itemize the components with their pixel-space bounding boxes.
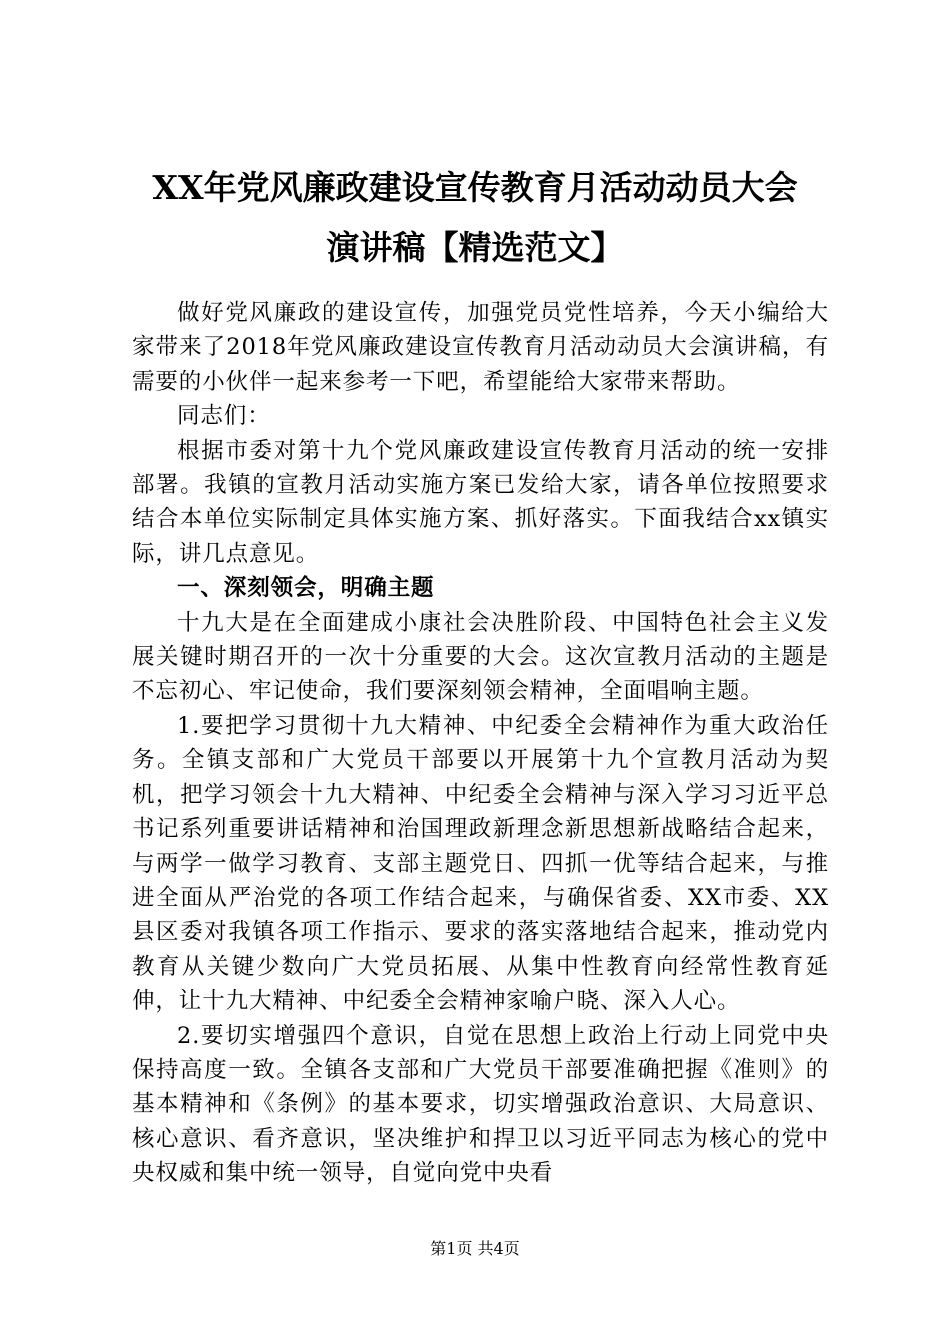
point-1-paragraph: 1.要把学习贯彻十九大精神、中纪委全会精神作为重大政治任务。全镇支部和广大党员干部要以开展第十九个宣教月活动为契机，把学习领会十九大精神、中纪委全会精神与深入学习习近平总书记系列重要讲话精神和治国理政新理念新思想新战略结合起来，与两学一做学习教育、支部主题党日、四抓一优等结合起来，与推进全面从严治党的各项工作结合起来，与确保省委、XX市委、XX县区委对我镇各项工作指示、要求的落实落地结合起来，推动党内教育从关键少数向广大党员拓展、从集中性教育向经常性教育延伸，让十九大精神、中纪委全会精神家喻户晓、深入人心。 xyxy=(132,712,829,1015)
title-line-2: 演讲稿【精选范文】 xyxy=(326,228,624,267)
salutation: 同志们： xyxy=(177,403,271,430)
document-title xyxy=(120,158,830,278)
section-1-paragraph: 十九大是在全面建成小康社会决胜阶段、中国特色社会主义发展关键时期召开的一次十分重要的大会。这次宣教月活动的主题是不忘初心、牢记使命，我们要深刻领会精神，全面唱响主题。 xyxy=(132,609,829,705)
page-number-footer: 第1页 共4页 xyxy=(430,1239,520,1258)
opening-paragraph: 根据市委对第十九个党风廉政建设宣传教育月活动的统一安排部署。我镇的宣教月活动实施方案已发给大家，请各单位按照要求结合本单位实际制定具体实施方案、抓好落实。下面我结合xx镇实际，讲几点意见。 xyxy=(132,437,829,567)
title-line-1: XX年党风廉政建设宣传教育月活动动员大会 xyxy=(152,168,798,207)
intro-paragraph: 做好党风廉政的建设宣传，加强党员党性培养，今天小编给大家带来了2018年党风廉政建设宣传教育月活动动员大会演讲稿，有需要的小伙伴一起来参考一下吧，希望能给大家带来帮助。 xyxy=(132,300,829,395)
point-2-paragraph: 2.要切实增强四个意识，自觉在思想上政治上行动上同党中央保持高度一致。全镇各支部和广大党员干部要准确把握《准则》的基本精神和《条例》的基本要求，切实增强政治意识、大局意识、核心意识、看齐意识，坚决维护和捍卫以习近平同志为核心的党中央权威和集中统一领导，自觉向党中央看 xyxy=(132,1022,829,1187)
section-heading-1: 一、深刻领会，明确主题 xyxy=(177,575,435,602)
document-body xyxy=(132,296,829,1191)
